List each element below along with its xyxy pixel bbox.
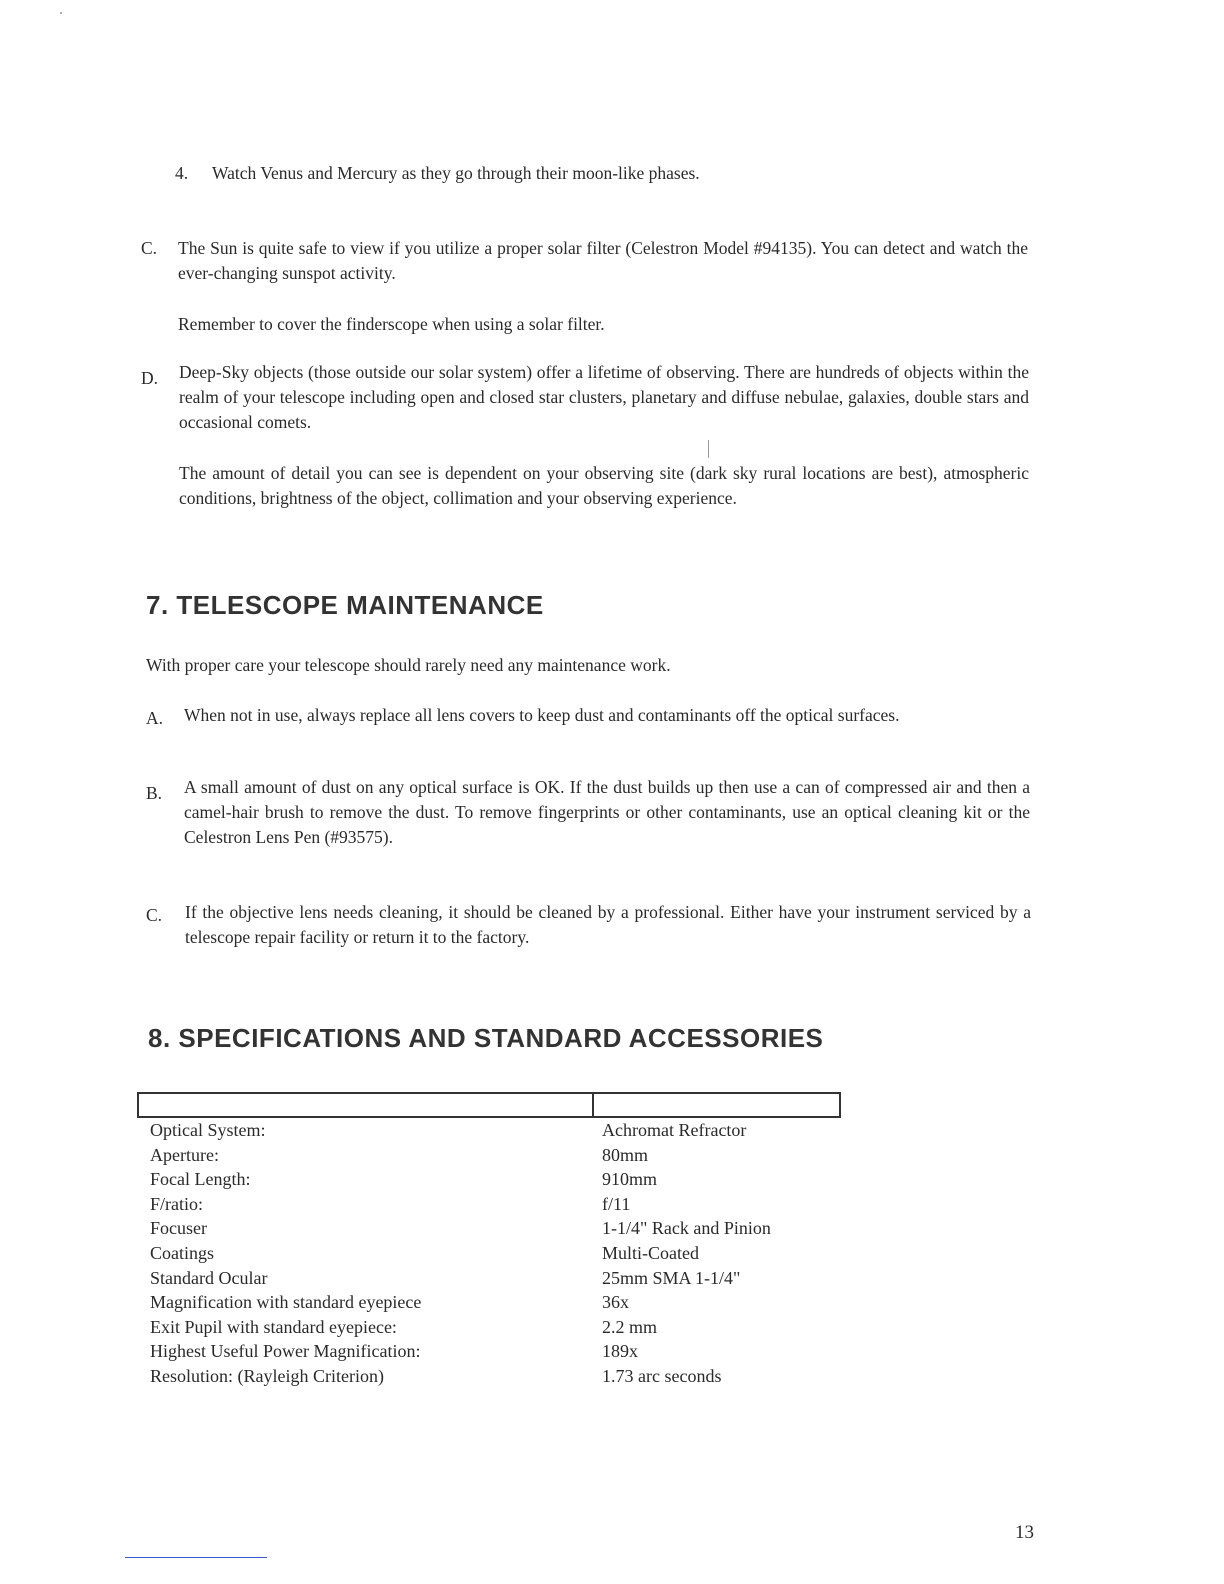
item-text: If the objective lens needs cleaning, it should be cleaned by a professional. Either have your instrument serviced by a telescope repair facility or return it to the factory. <box>185 902 1031 947</box>
spec-table <box>150 1120 771 1391</box>
item-marker: A. <box>146 708 164 728</box>
maintenance-intro: With proper care your telescope should rarely need any maintenance work. <box>146 655 671 675</box>
spec-value: 36x <box>602 1292 629 1313</box>
item-text: Watch Venus and Mercury as they go through their moon-like phases. <box>212 163 700 183</box>
spec-label: F/ratio: <box>150 1193 203 1214</box>
item-marker: C. <box>141 238 158 258</box>
spec-value: 910mm <box>602 1169 658 1190</box>
spec-label: Exit Pupil with standard eyepiece: <box>150 1316 397 1337</box>
spec-label: Optical System: <box>150 1120 266 1140</box>
item-text: Deep-Sky objects (those outside our solar system) offer a lifetime of observing. There are hundreds of objects within the realm of your telescope including open and closed star clusters, planetary and diffuse nebulae, galaxies, double stars and occasional comets. <box>179 362 1029 432</box>
scan-speck <box>60 12 62 14</box>
spec-table-header-frame <box>137 1092 841 1118</box>
footer-rule <box>125 1557 267 1558</box>
spec-label: Coatings <box>150 1242 215 1263</box>
section-heading-maintenance: 7. TELESCOPE MAINTENANCE <box>146 590 544 620</box>
table-row <box>150 1268 771 1293</box>
spec-value: 2.2 mm <box>602 1316 658 1337</box>
item-note: Remember to cover the finderscope when using a solar filter. <box>178 314 605 334</box>
table-row <box>150 1120 771 1145</box>
table-row <box>150 1292 771 1317</box>
item-text: The Sun is quite safe to view if you utilize a proper solar filter (Celestron Model #94135). You can detect and watch the ever-changing sunspot activity. <box>178 238 1028 283</box>
spec-value: 189x <box>602 1341 638 1362</box>
table-row <box>150 1218 771 1243</box>
item-marker: C. <box>146 905 163 925</box>
table-row <box>150 1317 771 1342</box>
spec-value: Achromat Refractor <box>602 1120 747 1140</box>
item-marker: B. <box>146 783 163 803</box>
table-row <box>150 1243 771 1268</box>
spec-value: f/11 <box>602 1193 631 1214</box>
item-marker: 4. <box>175 163 189 183</box>
table-row <box>150 1169 771 1194</box>
spec-value: 25mm SMA 1-1/4" <box>602 1267 741 1288</box>
spec-label: Highest Useful Power Magnification: <box>150 1341 421 1362</box>
spec-label: Resolution: (Rayleigh Criterion) <box>150 1365 384 1386</box>
spec-label: Standard Ocular <box>150 1267 268 1288</box>
spec-value: 1-1/4" Rack and Pinion <box>602 1218 771 1239</box>
spec-value: 1.73 arc seconds <box>602 1365 722 1386</box>
table-row <box>150 1145 771 1170</box>
page-number: 13 <box>1015 1522 1034 1543</box>
item-note: The amount of detail you can see is dependent on your observing site (dark sky rural locations are best), atmospheric conditions, brightness of the object, collimation and your observing experience. <box>179 463 1029 508</box>
section-heading-specifications: 8. SPECIFICATIONS AND STANDARD ACCESSORIES <box>148 1023 824 1053</box>
item-marker: D. <box>141 368 159 388</box>
spec-value: 80mm <box>602 1144 649 1165</box>
item-text: When not in use, always replace all lens covers to keep dust and contaminants off the optical surfaces. <box>184 705 900 725</box>
table-row <box>150 1194 771 1219</box>
spec-label: Magnification with standard eyepiece <box>150 1292 422 1313</box>
spec-label: Aperture: <box>150 1144 219 1165</box>
spec-label: Focuser <box>150 1218 207 1239</box>
spec-label: Focal Length: <box>150 1169 251 1190</box>
table-row <box>150 1341 771 1366</box>
scan-mark <box>708 440 709 458</box>
spec-value: Multi-Coated <box>602 1242 699 1263</box>
spec-column-divider <box>592 1094 594 1116</box>
table-row <box>150 1366 771 1391</box>
item-text: A small amount of dust on any optical surface is OK. If the dust builds up then use a can of compressed air and then a camel-hair brush to remove the dust. To remove fingerprints or other contaminants, use an optical cleaning kit or the Celestron Lens Pen (#93575). <box>184 777 1030 847</box>
